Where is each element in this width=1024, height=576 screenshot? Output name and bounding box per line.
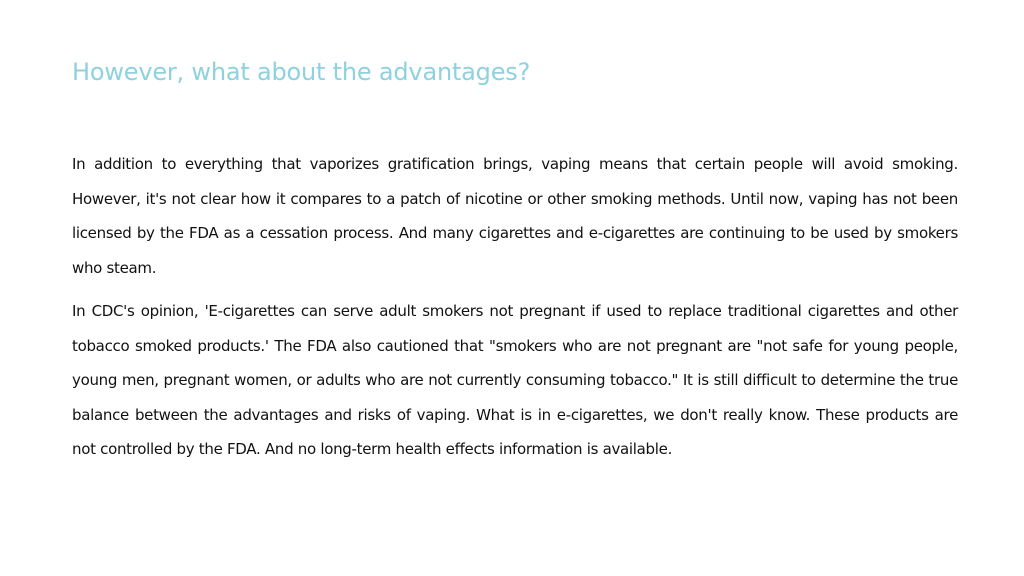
slide-body — [72, 147, 958, 467]
slide-title: However, what about the advantages? — [72, 58, 531, 86]
body-paragraph-1: In addition to everything that vaporizes gratification brings, vaping means that certain people will avoid smoking. However, it's not clear how it compares to a patch of nicotine or other smoking methods. Until now, vaping has not been licensed by the FDA as a cessation process. And many cigarettes and e-cigarettes are continuing to be used by smokers who steam. — [72, 155, 958, 277]
body-paragraph-2: In CDC's opinion, 'E-cigarettes can serve adult smokers not pregnant if used to replace traditional cigarettes and other tobacco smoked products.' The FDA also cautioned that "smokers who are not pregnant are "not safe for young people, young men, pregnant women, or adults who are not currently consuming tobacco." It is still difficult to determine the true balance between the advantages and risks of vaping. What is in e-cigarettes, we don't really know. These products are not controlled by the FDA. And no long-term health effects information is available. — [72, 302, 958, 458]
